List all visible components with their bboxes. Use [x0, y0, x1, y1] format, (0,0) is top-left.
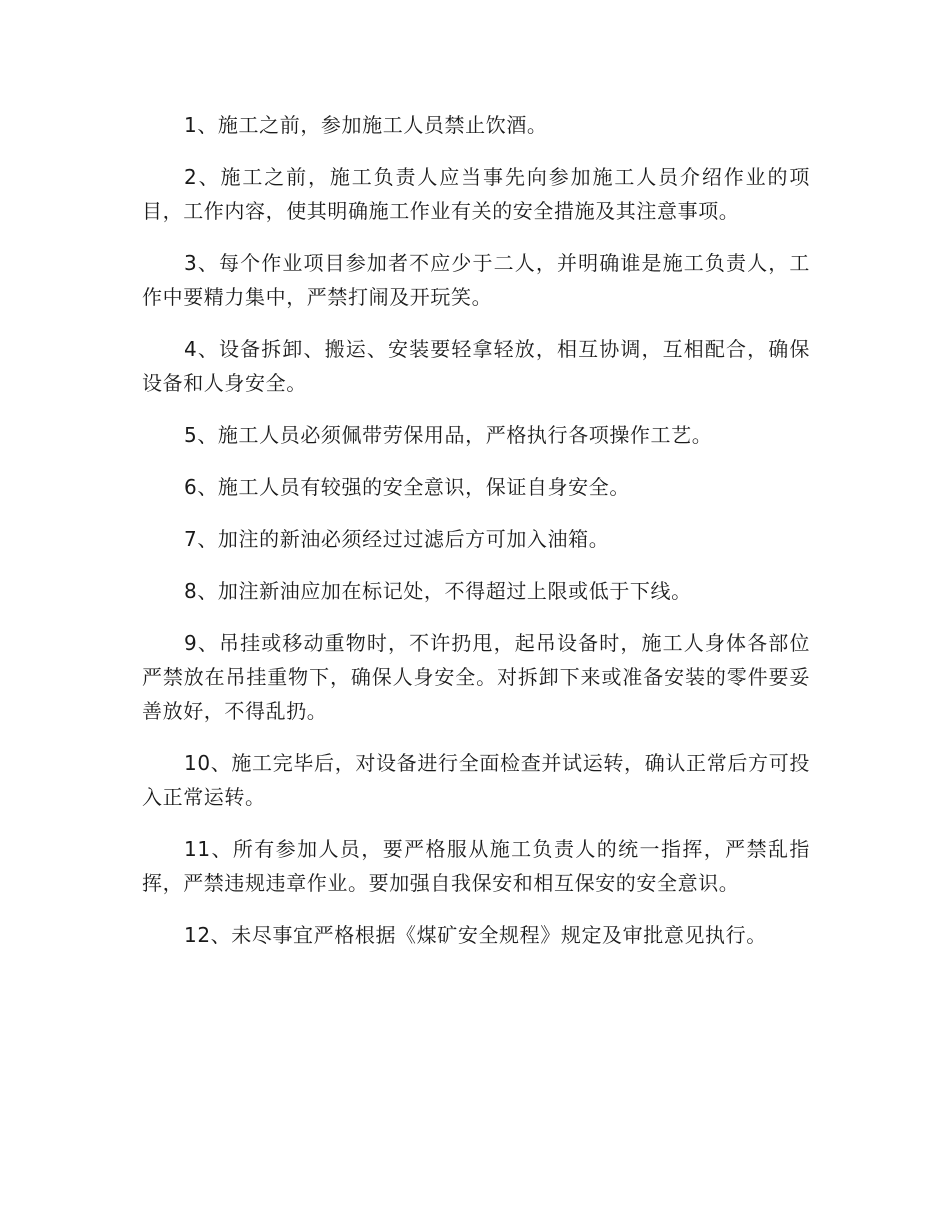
paragraph-9: 9、吊挂或移动重物时，不许扔甩，起吊设备时，施工人身体各部位严禁放在吊挂重物下，确保人身安全。对拆卸下来或准备安装的零件要妥善放好，不得乱扔。: [142, 631, 810, 723]
paragraph-4: 4、设备拆卸、搬运、安装要轻拿轻放，相互协调，互相配合，确保设备和人身安全。: [142, 337, 810, 395]
paragraph-7: 7、加注的新油必须经过过滤后方可加入油箱。: [184, 527, 610, 551]
paragraph-12: 12、未尽事宜严格根据《煤矿安全规程》规定及审批意见执行。: [184, 923, 767, 947]
paragraph-6: 6、施工人员有较强的安全意识，保证自身安全。: [184, 475, 630, 499]
paragraph-1: 1、施工之前，参加施工人员禁止饮酒。: [184, 113, 548, 137]
document-body: [142, 108, 810, 970]
paragraph-5: 5、施工人员必须佩带劳保用品，严格执行各项操作工艺。: [184, 423, 713, 447]
paragraph-2: 2、施工之前，施工负责人应当事先向参加施工人员介绍作业的项目，工作内容，使其明确施工作业有关的安全措施及其注意事项。: [142, 165, 810, 223]
paragraph-3: 3、每个作业项目参加者不应少于二人，并明确谁是施工负责人，工作中要精力集中，严禁打闹及开玩笑。: [142, 251, 810, 309]
paragraph-8: 8、加注新油应加在标记处，不得超过上限或低于下线。: [184, 579, 692, 603]
paragraph-11: 11、所有参加人员，要严格服从施工负责人的统一指挥，严禁乱指挥，严禁违规违章作业。要加强自我保安和相互保安的安全意识。: [142, 837, 810, 895]
paragraph-10: 10、施工完毕后，对设备进行全面检查并试运转，确认正常后方可投入正常运转。: [142, 751, 810, 809]
